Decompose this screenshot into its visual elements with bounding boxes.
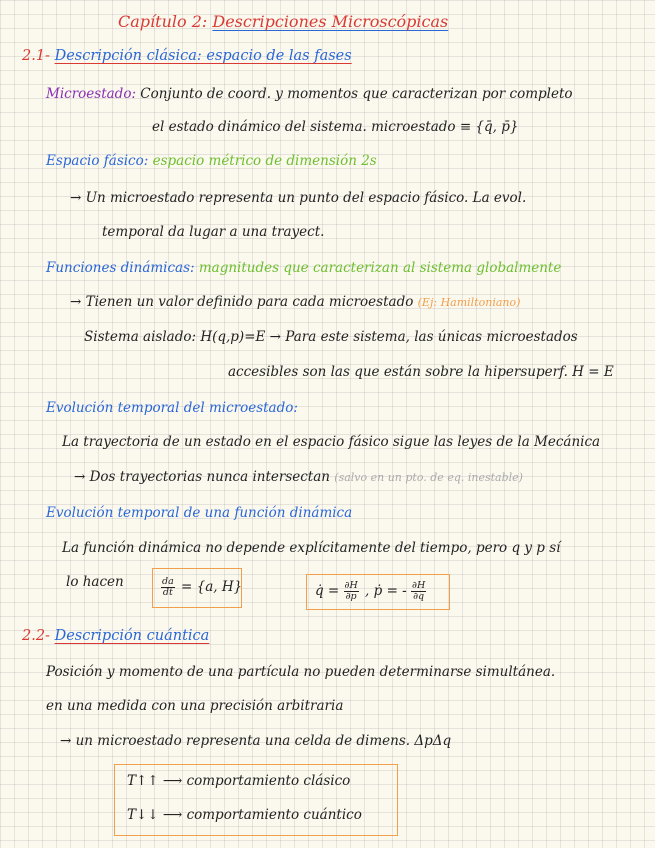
trayectorias-note: (salvo en un pto. de eq. inestable): [334, 471, 523, 484]
evolucion-funcion-label: Evolución temporal de una función dinámica: [46, 505, 353, 521]
espacio-fasico-text: espacio métrico de dimensión 2s: [152, 153, 377, 169]
equation-fraction-dh-dp: [344, 581, 359, 601]
funcion-dinamica-text-2: lo hacen: [66, 574, 124, 590]
section-2-2-title: Descripción cuántica: [54, 628, 210, 644]
comportamiento-clasico: T↑↑ ⟶ comportamiento clásico: [127, 773, 351, 789]
funcion-dinamica-text-1: La función dinámica no depende explícitamente del tiempo, pero q y p sí: [62, 540, 561, 556]
funciones-dinamicas-line: [46, 260, 561, 276]
evolucion-microestado-label: Evolución temporal del microestado:: [46, 400, 298, 416]
cuantica-text-2: en una medida con una precisión arbitraria: [46, 698, 344, 714]
funciones-dinamicas-arrow: [70, 294, 520, 310]
equation-denominator: dt: [162, 586, 173, 598]
equation-box-poisson: [152, 568, 242, 608]
section-2-2-heading: [22, 628, 209, 645]
equation-qdot: q̇ =: [315, 583, 340, 599]
equation-fraction-dh-dq: [411, 581, 426, 601]
hamiltoniano-example: (Ej: Hamiltoniano): [417, 296, 521, 309]
comportamiento-cuantico: T↓↓ ⟶ comportamiento cuántico: [127, 807, 362, 823]
funciones-dinamicas-label: Funciones dinámicas:: [46, 260, 195, 276]
evolucion-microestado-arrow: [74, 469, 523, 485]
section-2-2-number: 2.2-: [22, 628, 50, 644]
equation-numerator: ∂H: [412, 580, 426, 591]
equation-numerator: ∂H: [344, 580, 358, 591]
funciones-dinamicas-text: magnitudes que caracterizan al sistema globalmente: [198, 260, 562, 276]
sistema-aislado-line-2: accesibles son las que están sobre la hipersuperf. H = E: [228, 364, 614, 380]
microestado-line-1: [46, 86, 573, 102]
espacio-fasico-line: [46, 153, 377, 169]
section-2-1-number: 2.1-: [22, 48, 50, 64]
espacio-fasico-label: Espacio fásico:: [46, 153, 149, 169]
equation-fraction-da-dt: [161, 577, 175, 597]
equation-box-hamilton: [306, 574, 450, 610]
page-title: [118, 12, 448, 31]
funciones-dinamicas-arrow-text: → Tienen un valor definido para cada microestado: [70, 294, 414, 310]
microestado-text-1: Conjunto de coord. y momentos que caracterizan por completo: [140, 86, 573, 102]
equation-pdot: , ṗ = -: [365, 583, 407, 599]
equation-denominator: ∂q: [413, 590, 425, 602]
espacio-fasico-arrow-2: temporal da lugar a una trayect.: [102, 224, 325, 240]
microestado-label: Microestado:: [46, 86, 136, 102]
equation-poisson-rhs: = {a, H}: [181, 579, 243, 595]
section-2-1-heading: [22, 48, 352, 65]
section-2-1-title: Descripción clásica: espacio de las fases: [54, 48, 352, 64]
equation-numerator: da: [162, 576, 174, 587]
espacio-fasico-arrow-1: → Un microestado representa un punto del espacio fásico. La evol.: [70, 190, 527, 206]
title-prefix: Capítulo 2:: [118, 12, 208, 31]
equation-denominator: ∂p: [345, 590, 357, 602]
cuantica-arrow: → un microestado representa una celda de dimens. ΔpΔq: [60, 733, 452, 749]
cuantica-text-1: Posición y momento de una partícula no pueden determinarse simultánea.: [46, 664, 556, 680]
evolucion-microestado-text: La trayectoria de un estado en el espacio fásico sigue las leyes de la Mecánica: [62, 434, 601, 450]
title-name: Descripciones Microscópicas: [212, 12, 449, 31]
trayectorias-text: → Dos trayectorias nunca intersectan: [74, 469, 330, 485]
temperature-box: [114, 764, 398, 836]
microestado-text-2: el estado dinámico del sistema. microestado ≡ {q̄, p̄}: [152, 119, 519, 135]
sistema-aislado-line-1: Sistema aislado: H(q,p)=E → Para este sistema, las únicas microestados: [84, 329, 578, 345]
